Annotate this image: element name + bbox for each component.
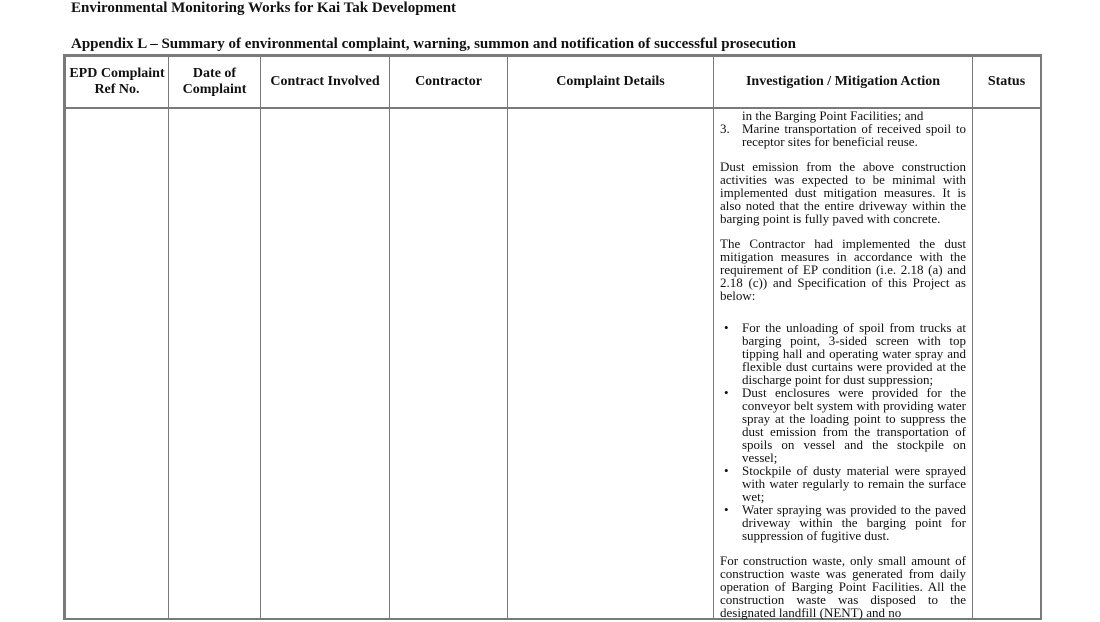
complaint-summary-table [63,54,1042,620]
bullet-icon: • [724,463,729,478]
mitigation-bullet-list [720,321,966,542]
bullet-icon: • [724,502,729,517]
list-item [720,386,966,464]
bullet-icon: • [724,320,729,335]
bullet-text: Water spraying was provided to the paved driveway within the barging point for suppression of fugitive dust. [742,502,966,543]
table-row [66,108,1041,620]
header-investigation-mitigation: Investigation / Mitigation Action [714,57,973,109]
item-number: 3. [720,121,730,136]
list-item [720,321,966,386]
continued-line: in the Barging Point Facilities; and [742,108,924,123]
table-header-row [66,57,1041,109]
header-status: Status [973,57,1041,109]
paragraph-dust-emission: Dust emission from the above construction activities was expected to be minimal with implemented dust mitigation measures. It is also noted that the entire driveway within the barging point is fully paved with concrete. [720,159,966,226]
header-epd-ref-no: EPD Complaint Ref No. [66,57,169,109]
paragraph-mitigation-measures: The Contractor had implemented the dust mitigation measures in accordance with the requirement of EP condition (i.e. 2.18 (a) and 2.18 (c)) and Specification of this Project as below: [720,236,966,303]
header-contractor: Contractor [390,57,508,109]
cell-investigation [714,108,973,620]
item-text: Marine transportation of received spoil to receptor sites for beneficial reuse. [742,121,966,149]
paragraph-construction-waste: For construction waste, only small amount of construction waste was generated from daily operation of Barging Point Facilities. All the construction waste was disposed to the designated landfill (NENT) and no [720,553,966,620]
cell-status [973,108,1041,620]
document-title: Environmental Monitoring Works for Kai Tak Development [71,0,457,16]
bullet-text: For the unloading of spoil from trucks at barging point, 3-sided screen with top tipping hall and operating water spray and flexible dust curtains were provided at the discharge point for dust suppression; [742,320,966,387]
bullet-text: Dust enclosures were provided for the conveyor belt system with providing water spray at the loading point to suppress the dust emission from the transportation of spoils on vessel and the stockpile on vessel; [742,385,966,465]
cell-details [508,108,714,620]
appendix-title: Appendix L – Summary of environmental complaint, warning, summon and notification of successful prosecution [71,36,796,52]
cell-contractor [390,108,508,620]
list-item [720,503,966,542]
header-complaint-details: Complaint Details [508,57,714,109]
cell-contract [261,108,390,620]
header-contract-involved: Contract Involved [261,57,390,109]
list-item [720,464,966,503]
header-date-of-complaint: Date of Complaint [169,57,261,109]
bullet-text: Stockpile of dusty material were sprayed with water regularly to remain the surface wet; [742,463,966,504]
bullet-icon: • [724,385,729,400]
cell-ref-no [66,108,169,620]
numbered-item-3 [720,122,966,148]
cell-date [169,108,261,620]
